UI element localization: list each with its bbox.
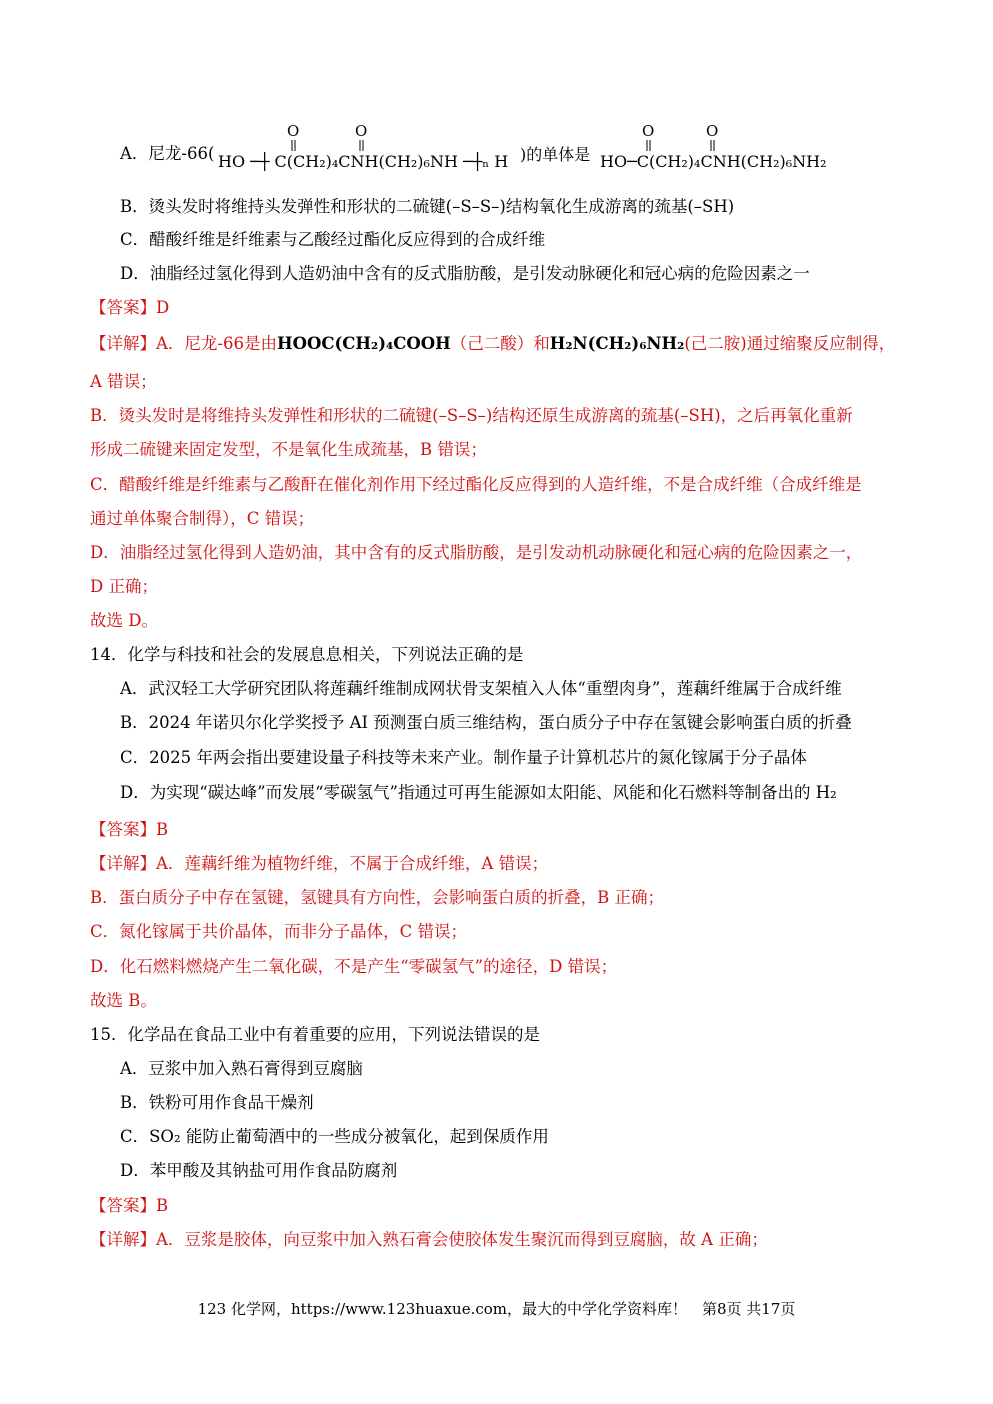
q14-detail-c: C．氮化镓属于共价晶体，而非分子晶体，C 错误； — [90, 922, 467, 941]
detail-text: A．豆浆是胶体，向豆浆中加入熟石膏会使胶体发生聚沉而得到豆腐脑，故 A 正确； — [156, 1230, 768, 1249]
q15-option-a: A．豆浆中加入熟石膏得到豆腐脑 — [120, 1059, 363, 1078]
detail-text: A．尼龙-66是由 — [156, 334, 277, 353]
detail-text: （己二酸）和 — [450, 334, 550, 353]
q13-option-d: D．油脂经过氢化得到人造奶油中含有的反式脂肪酸，是引发动脉硬化和冠心病的危险因素之一 — [120, 264, 810, 283]
detail-text: A．莲藕纤维为植物纤维，不属于合成纤维，A 错误； — [156, 854, 549, 873]
answer-value: D — [156, 298, 170, 317]
svg-text:O: O — [706, 122, 719, 140]
q14-option-b: B．2024 年诺贝尔化学奖授予 AI 预测蛋白质三维结构，蛋白质分子中存在氢键会影响蛋白质的折叠 — [120, 713, 852, 732]
q14-detail-b: B．蛋白质分子中存在氢键，氢键具有方向性，会影响蛋白质的折叠，B 正确； — [90, 888, 664, 907]
answer-tag: 【答案】 — [90, 1196, 156, 1215]
q13-detail-c-line2: 通过单体聚合制得），C 错误； — [90, 509, 315, 528]
q13-detail-d-line1: D．油脂经过氢化得到人造奶油，其中含有的反式脂肪酸，是引发动机动脉硬化和冠心病的危险因素之一， — [90, 543, 863, 562]
polymer-formula: HO ─┼ C(CH₂)₄CNH(CH₂)₆NH ─┼ₙ H — [218, 152, 509, 171]
q13-option-c: C．醋酸纤维是纤维素与乙酸经过酯化反应得到的合成纤维 — [120, 230, 546, 249]
adipic-acid-formula: HOOC(CH₂)₄COOH — [277, 334, 451, 353]
q15-option-c: C．SO₂ 能防止葡萄酒中的一些成分被氧化，起到保质作用 — [120, 1127, 549, 1146]
q13-option-b: B．烫头发时将维持头发弹性和形状的二硫键(–S–S–)结构氧化生成游离的巯基(–SH) — [120, 197, 735, 216]
q13-detail-d-line2: D 正确； — [90, 577, 158, 596]
q15-stem: 15．化学品在食品工业中有着重要的应用，下列说法错误的是 — [90, 1025, 540, 1044]
page-footer: 123 化学网，https://www.123huaxue.com，最大的中学化学资料库！ 第8页 共17页 — [197, 1300, 796, 1318]
monomer-formula: HO─C(CH₂)₄CNH(CH₂)₆NH₂ — [600, 152, 827, 171]
q14-option-c: C．2025 年两会指出要建设量子科技等未来产业。制作量子计算机芯片的氮化镓属于分子晶体 — [120, 748, 807, 767]
q14-detail-a — [90, 852, 548, 876]
q13-detail-b-line2: 形成二硫键来固定发型，不是氧化生成巯基，B 错误； — [90, 440, 487, 459]
svg-text:O: O — [642, 122, 655, 140]
q14-option-d: D．为实现“碳达峰”而发展“零碳氢气”指通过可再生能源如太阳能、风能和化石燃料等制备出的 H₂ — [120, 783, 837, 802]
q14-conclusion: 故选 B。 — [90, 991, 157, 1010]
q14-option-a: A．武汉轻工大学研究团队将莲藕纤维制成网状骨支架植入人体“重塑肉身”，莲藕纤维属于合成纤维 — [120, 679, 842, 698]
detail-tag: 【详解】 — [90, 1230, 156, 1249]
svg-text:O: O — [287, 122, 300, 140]
q13-option-a-mid: )的单体是 — [520, 145, 591, 164]
detail-tag: 【详解】 — [90, 854, 156, 873]
q13-answer — [90, 296, 169, 320]
q14-stem: 14．化学与科技和社会的发展息息相关，下列说法正确的是 — [90, 645, 524, 664]
detail-text: (己二胺)通过缩聚反应制得， — [684, 334, 896, 353]
answer-tag: 【答案】 — [90, 298, 156, 317]
answer-value: B — [156, 1196, 169, 1215]
answer-tag: 【答案】 — [90, 820, 156, 839]
q15-detail-a — [90, 1228, 768, 1252]
q13-detail-a-line1 — [90, 332, 895, 356]
detail-tag: 【详解】 — [90, 334, 156, 353]
hexanediamine-formula: H₂N(CH₂)₆NH₂ — [549, 334, 685, 353]
svg-text:O: O — [355, 122, 368, 140]
q13-detail-a-line2: A 错误； — [90, 372, 157, 391]
answer-value: B — [156, 820, 169, 839]
q14-answer — [90, 818, 168, 842]
q13-option-a-prefix: A．尼龙-66( — [120, 144, 215, 163]
q15-option-d: D．苯甲酸及其钠盐可用作食品防腐剂 — [120, 1161, 398, 1180]
q13-detail-b-line1: B．烫头发时是将维持头发弹性和形状的二硫键(–S–S–)结构还原生成游离的巯基(–SH)，之后再氧化重新 — [90, 406, 853, 425]
q15-answer — [90, 1194, 168, 1218]
q15-option-b: B．铁粉可用作食品干燥剂 — [120, 1093, 314, 1112]
q13-conclusion: 故选 D。 — [90, 611, 158, 630]
q13-detail-c-line1: C．醋酸纤维是纤维素与乙酸酐在催化剂作用下经过酯化反应得到的人造纤维，不是合成纤维（合成纤维是 — [90, 475, 862, 494]
q14-detail-d: D．化石燃料燃烧产生二氧化碳，不是产生“零碳氢气”的途径，D 错误； — [90, 957, 618, 976]
q13-option-a — [120, 142, 214, 166]
